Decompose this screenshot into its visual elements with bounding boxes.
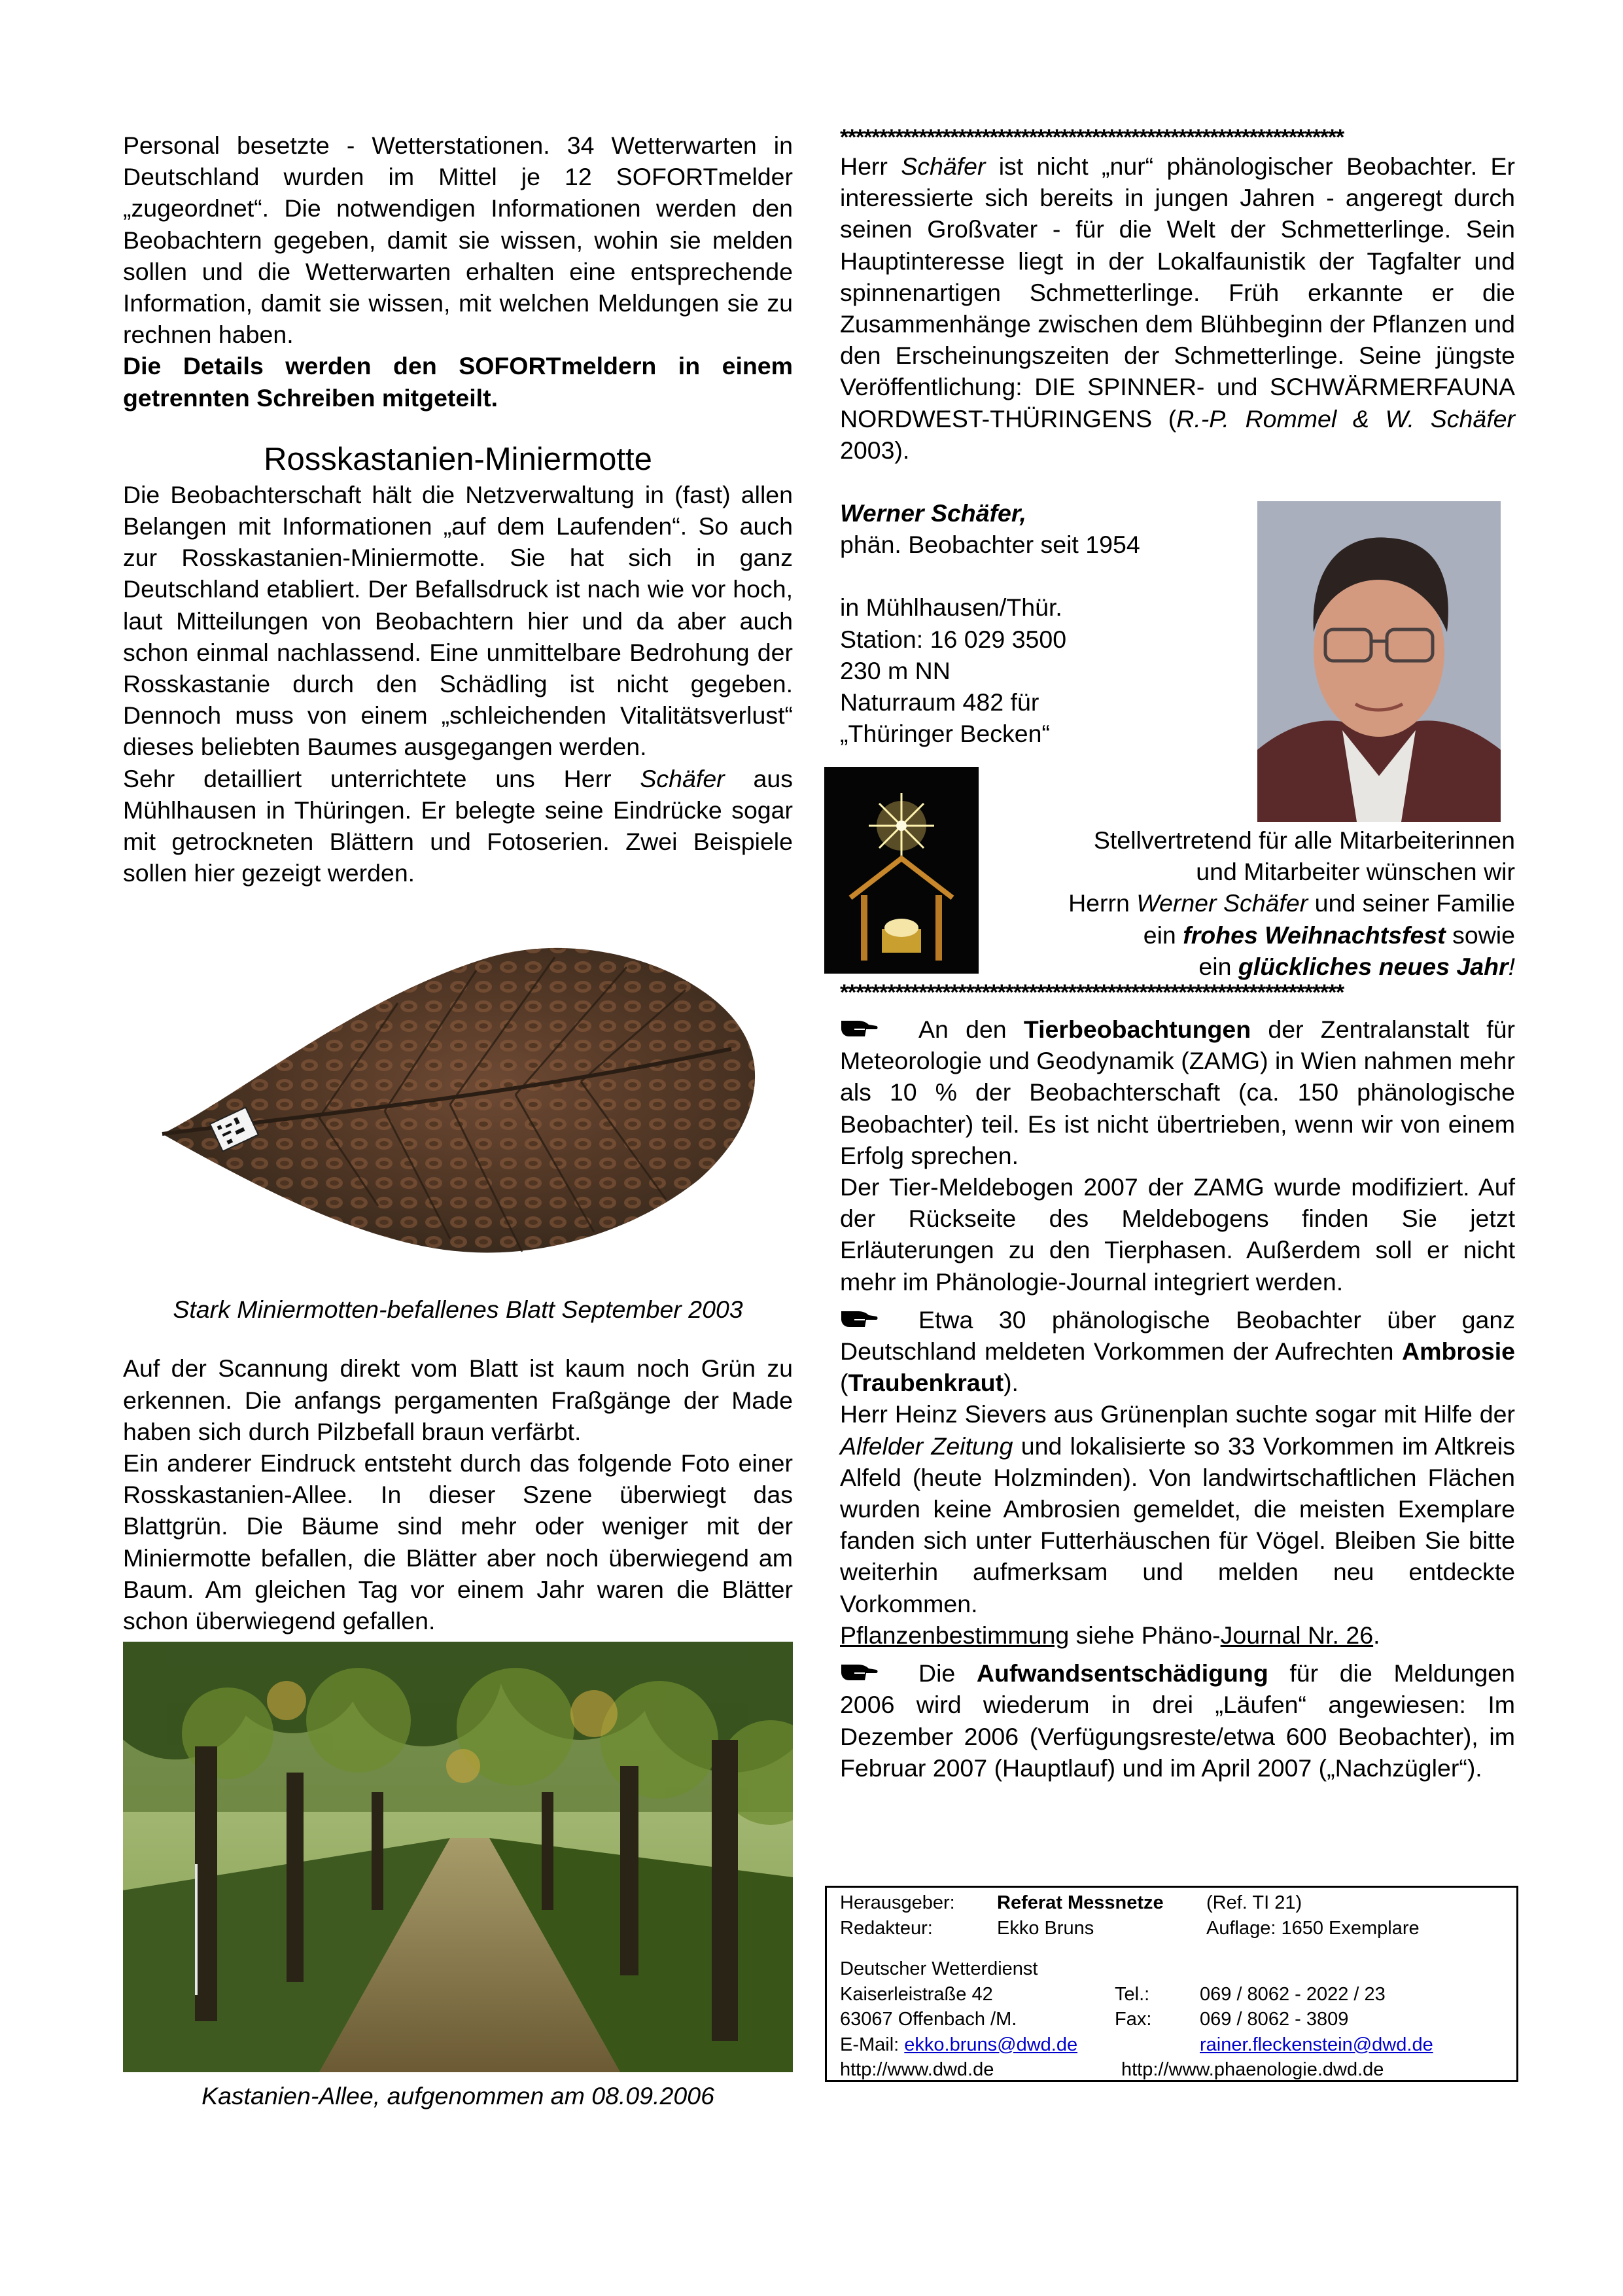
email-link-fleckenstein[interactable]: rainer.fleckenstein@dwd.de: [1200, 2034, 1433, 2055]
section-heading: Rosskastanien-Miniermotte: [264, 441, 652, 477]
notice-tierbeobachtungen: [840, 1014, 1515, 1298]
paragraph-3: Auf der Scannung direkt vom Blatt ist kaum noch Grün zu erkennen. Die anfangs pergamenten Fraßgänge der Made haben sich durch Pilzbefall braun verfärbt.: [123, 1354, 793, 1445]
wish-line-3-name: Werner Schäfer: [1136, 889, 1308, 917]
city-address: 63067 Offenbach /M.: [840, 2009, 1017, 2030]
right-column: [840, 125, 1516, 1784]
bio-reference: R.-P. Rommel & W. Schäfer: [1176, 404, 1516, 433]
notice-2-body-b: und lokalisierte so 33 Vorkommen im Altkreis Alfeld (heute Holzminden). Von landwirtschaftlichen Flächen wurden keine Ambrosien gemeldet, die meisten Exemplare fanden sich unter Futterhäuschen für Vögel. Bleiben Sie bitte weiterhin aufmerksam und melden neu entdeckte Vorkommen.: [840, 1432, 1515, 1617]
email-link-editor[interactable]: ekko.bruns@dwd.de: [904, 2034, 1078, 2055]
notice-3-start: Die: [918, 1659, 977, 1687]
wish-line-5-a: ein: [1198, 952, 1238, 980]
notice-2-bold-traubenkraut: Traubenkraut: [848, 1369, 1004, 1397]
paragraph-2-end: aus Mühlhausen in Thüringen. Er belegte seine Eindrücke sogar mit getrockneten Blättern und Fotoserien. Zwei Beispiele sollen hier gezeigt werden.: [123, 764, 793, 887]
chestnut-avenue-photo: [123, 1642, 793, 2072]
pointing-hand-icon: [840, 1307, 878, 1330]
organisation: Deutscher Wetterdienst: [840, 1958, 1038, 1979]
wish-line-1: Stellvertretend für alle Mitarbeiterinnen: [1093, 826, 1515, 855]
wish-line-3-c: und seiner Familie: [1308, 889, 1515, 917]
notice-3-body: für die Meldungen 2006 wird wiederum in drei „Läufen“ angewiesen: Im Dezember 2006 (Verfügungsreste/etwa 600 Beobachter), im Februar 2007 (Hauptlauf) und im April 2007 („Nachzügler“).: [840, 1659, 1516, 1782]
profile-name: Werner Schäfer,: [840, 499, 1026, 527]
left-column: [123, 130, 793, 2111]
wish-line-5-c: !: [1508, 952, 1515, 980]
profile-text: [840, 497, 1140, 749]
pointing-hand-icon: [840, 1661, 878, 1683]
wish-line-2: und Mitarbeiter wünschen wir: [1196, 858, 1515, 886]
publisher-label: Herausgeber:: [840, 1892, 955, 1913]
notice-1-body: der Zentralanstalt für Meteorologie und Geodynamik (ZAMG) in Wien nahmen mehr als 10 % der Beobachterschaft (ca. 150 phänologische Beobachter) teil. Es ist nicht übertrieben, wenn wir von einem Erfolg sprechen.: [840, 1016, 1515, 1169]
paragraph-2: [123, 763, 793, 889]
profile-station: Station: 16 029 3500: [840, 625, 1067, 653]
leaf-figure: [123, 918, 793, 1284]
link-journal-26[interactable]: Journal Nr. 26: [1220, 1621, 1374, 1649]
wish-line-4-a: ein: [1143, 921, 1183, 949]
leaf-caption: Stark Miniermotten-befallenes Blatt September 2003: [173, 1296, 743, 1324]
wish-line-3-a: Herrn: [1068, 889, 1137, 917]
notice-ambrosie: [840, 1304, 1515, 1651]
editor-label: Redakteur:: [840, 1917, 933, 1939]
notice-1-second: Der Tier-Meldebogen 2007 der ZAMG wurde modifiziert. Auf der Rückseite des Meldebogens finden Sie jetzt Erläuterungen zu den Tierphasen. Außerdem soll er nicht mehr im Phänologie-Journal integriert werden.: [840, 1173, 1515, 1296]
christmas-wishes: [1068, 824, 1515, 982]
notice-2-paren-close: ).: [1003, 1369, 1019, 1397]
wish-line-4-c: sowie: [1445, 921, 1515, 949]
avenue-figure: [123, 1642, 793, 2072]
notice-1-bold: Tierbeobachtungen: [1023, 1016, 1251, 1044]
paragraph-2-start: Sehr detailliert unterrichtete uns Herr: [123, 764, 640, 792]
intro-bold-text: Die Details werden den SOFORTmeldern in einem getrennten Schreiben mitgeteilt.: [123, 352, 793, 412]
circulation: Auflage: 1650 Exemplare: [1206, 1917, 1420, 1939]
editor-name: Ekko Bruns: [997, 1917, 1094, 1939]
bio-paragraph: [840, 150, 1515, 466]
pointing-hand-icon: [840, 1017, 878, 1039]
fax-number: 069 / 8062 - 3809: [1200, 2009, 1349, 2030]
profile-city: in Mühlhausen/Thür.: [840, 593, 1062, 622]
paragraph-4: Ein anderer Eindruck entsteht durch das folgende Foto einer Rosskastanien-Allee. In dieser Szene überwiegt das Blattgrün. Die Bäume sind mehr oder weniger mit der Miniermotte befallen, die Blätter aber noch überwiegend am Baum. Am gleichen Tag vor einem Jahr waren die Blätter schon überwiegend gefallen.: [123, 1449, 793, 1635]
profile-block: [840, 497, 1515, 981]
avenue-caption: Kastanien-Allee, aufgenommen am 08.09.2006: [201, 2082, 714, 2110]
wish-line-4-bold: frohes Weihnachtsfest: [1183, 921, 1446, 949]
notice-2-start: Etwa 30 phänologische Beobachter über ganz Deutschland meldeten Vorkommen der Aufrechten: [840, 1305, 1515, 1366]
bio-end: 2003).: [840, 436, 910, 464]
website-phaenologie[interactable]: http://www.phaenologie.dwd.de: [1121, 2059, 1384, 2080]
wish-line-5-bold: glückliches neues Jahr: [1238, 952, 1509, 980]
profile-region: Naturraum 482 für: [840, 688, 1039, 716]
bio-start: Herr: [840, 152, 901, 180]
profile-height: 230 m NN: [840, 656, 951, 684]
notice-2-newspaper: Alfelder Zeitung: [840, 1432, 1013, 1460]
nativity-image: [824, 767, 979, 974]
wish-line-3: [1068, 887, 1515, 919]
imprint-box: [825, 1886, 1518, 2082]
paragraph-2-name: Schäfer: [640, 764, 725, 792]
tel-number: 069 / 8062 - 2022 / 23: [1200, 1983, 1386, 2005]
notice-aufwandsentschaedigung: [840, 1657, 1515, 1784]
bio-name: Schäfer: [901, 152, 986, 180]
link-pflanzenbestimmung[interactable]: Pflanzenbestimmung: [840, 1621, 1070, 1649]
street-address: Kaiserleistraße 42: [840, 1983, 993, 2005]
chestnut-leaf-image: [123, 918, 793, 1284]
tel-label: Tel.:: [1115, 1983, 1150, 2005]
notice-2-end: .: [1373, 1621, 1380, 1649]
portrait-photo: [1257, 501, 1501, 822]
publisher-ref: (Ref. TI 21): [1206, 1892, 1302, 1913]
profile-region-name: „Thüringer Becken“: [840, 720, 1050, 748]
publisher-name: Referat Messnetze: [997, 1892, 1164, 1913]
website-dwd[interactable]: http://www.dwd.de: [840, 2059, 994, 2080]
notice-2-paren-open: (: [840, 1369, 848, 1397]
separator-top: ****************************************************************: [840, 125, 1344, 150]
wish-line-5: [1068, 951, 1515, 982]
fax-label: Fax:: [1115, 2009, 1152, 2030]
notice-2-body-a: Herr Heinz Sievers aus Grünenplan suchte sogar mit Hilfe der: [840, 1400, 1515, 1428]
intro-text-body: Personal besetzte - Wetterstationen. 34 Wetterwarten in Deutschland wurden im Mittel je 12 SOFORTmelder „zugeordnet“. Die notwendigen Informationen werden den Beobachtern gegeben, damit sie wissen, wohin sie melden sollen und die Wetterwarten erhalten eine entsprechende Information, damit sie wissen, mit welchen Meldungen sie zu rechnen haben.: [123, 132, 793, 349]
notice-3-bold: Aufwandsentschädigung: [976, 1659, 1268, 1687]
email-label: E-Mail:: [840, 2034, 905, 2055]
notice-2-bold-ambrosie: Ambrosie: [1402, 1337, 1515, 1366]
notice-1-start: An den: [918, 1016, 1024, 1044]
notice-2-mid: siehe Phäno-: [1069, 1621, 1221, 1649]
wish-line-4: [1068, 919, 1515, 951]
paragraph-1: Die Beobachterschaft hält die Netzverwaltung in (fast) allen Belangen mit Informationen „auf dem Laufenden“. So auch zur Rosskastanien-Miniermotte. Sie hat sich in ganz Deutschland etabliert. Der Befallsdruck ist nach wie vor hoch, laut Mitteilungen von Beobachtern hier und da aber auch schon einmal nachlassend. Eine unmittelbare Bedrohung der Rosskastanie durch den Schädling ist nicht gegeben. Dennoch muss von einem „schleichenden Vitalitätsverlust“ dieses beliebten Baumes ausgegangen werden.: [123, 480, 793, 761]
separator-bottom: ****************************************************************: [840, 980, 1344, 1006]
intro-text: [123, 130, 793, 414]
bio-body: ist nicht „nur“ phänologischer Beobachter. Er interessierte sich bereits in jungen Jahren - angeregt durch seinen Großvater - für die Welt der Schmetterlinge. Sein Hauptinteresse liegt in der Lokalfaunistik der Tagfalter und spinnenartigen Schmetterlinge. Früh erkannte er die Zusammenhänge zwischen dem Blühbeginn der Pflanzen und den Erscheinungszeiten der Schmetterlinge. Seine jüngste Veröffentlichung: DIE SPINNER- und SCHWÄRMERFAUNA NORDWEST-THÜRINGENS (: [840, 152, 1515, 433]
profile-since: phän. Beobachter seit 1954: [840, 531, 1140, 559]
